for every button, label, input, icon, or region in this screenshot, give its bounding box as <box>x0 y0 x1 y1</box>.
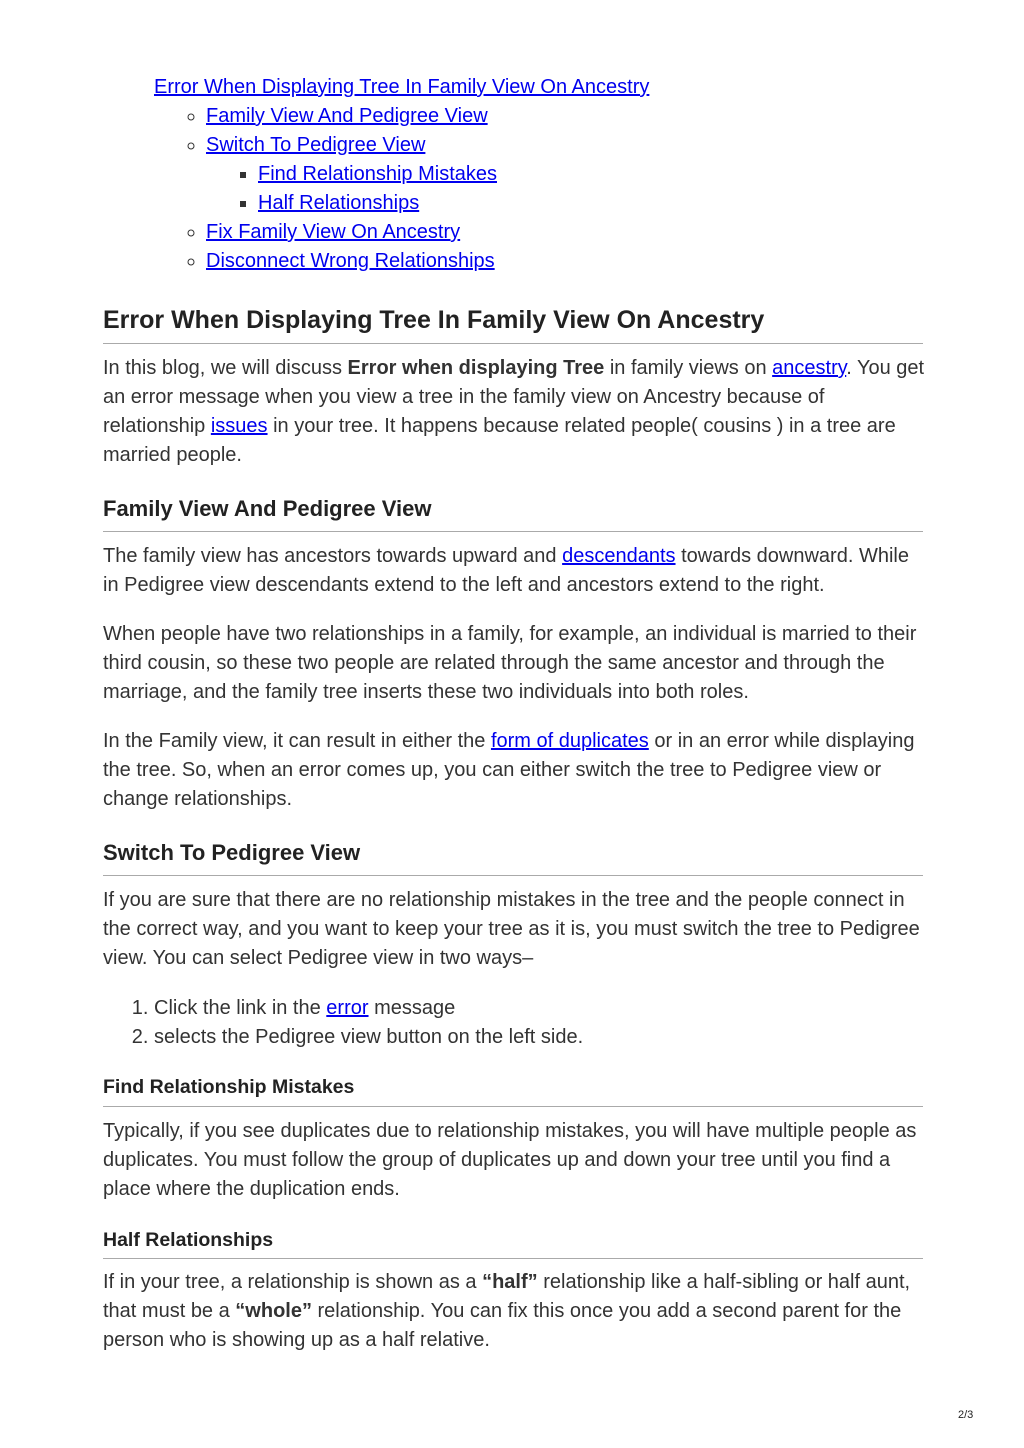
text: In the Family view, it can result in either the <box>103 730 491 752</box>
text: The family view has ancestors towards upward and <box>103 545 563 567</box>
text: in family views on <box>604 357 773 379</box>
paragraph <box>103 542 928 600</box>
toc-link-disconnect[interactable]: Disconnect Wrong Relationships <box>206 250 495 272</box>
heading-divider <box>103 875 923 876</box>
subheading-switch-pedigree: Switch To Pedigree View <box>103 840 361 865</box>
descendants-link[interactable]: descendants <box>562 545 676 567</box>
heading-divider <box>103 531 923 532</box>
paragraph <box>103 727 928 814</box>
paragraph: When people have two relationships in a family, for example, an individual is married to their third cousin, so these two people are related through the same ancestor and through the marriage, and the family tree inserts these two individuals into both roles. <box>103 623 917 703</box>
bold-text: “half” <box>482 1271 538 1293</box>
text: relationship like a half-sibling or half aunt, that must be a <box>103 1271 911 1322</box>
heading-divider <box>103 1258 923 1259</box>
table-of-contents <box>154 73 649 276</box>
paragraph: Typically, if you see duplicates due to relationship mistakes, you will have multiple people as duplicates. You must follow the group of duplicates up and down your tree until you find a place where the duplication ends. <box>103 1120 917 1200</box>
paragraph: If you are sure that there are no relationship mistakes in the tree and the people connect in the correct way, and you want to keep your tree as it is, you must switch the tree to Pedigree view. You can select Pedigree view in two ways– <box>103 889 920 969</box>
page-number: 2/3 <box>958 1409 974 1421</box>
heading-divider <box>103 1106 923 1107</box>
bold-text: “whole” <box>235 1300 312 1322</box>
step-item: 2. selects the Pedigree view button on the left side. <box>154 1023 979 1052</box>
toc-link-error-when-displaying[interactable]: Error When Displaying Tree In Family View On Ancestry <box>154 76 650 98</box>
form-of-duplicates-link[interactable]: form of duplicates <box>490 730 649 752</box>
text: Click the link in the <box>154 997 327 1019</box>
toc-link-family-view[interactable]: Family View And Pedigree View <box>206 105 488 127</box>
text: towards downward. While in Pedigree view descendants extend to the left and ancestors extend to the right. <box>103 545 909 596</box>
text: in your tree. It happens because related people( cousins ) in a tree are married people. <box>103 415 896 466</box>
toc-link-fix-family-view[interactable]: Fix Family View On Ancestry <box>206 221 461 243</box>
toc-link-find-mistakes[interactable]: Find Relationship Mistakes <box>258 163 497 185</box>
text: or in an error while displaying the tree. So, when an error comes up, you can either switch the tree to Pedigree view or change relationships. <box>103 730 915 810</box>
ancestry-link[interactable]: ancestry <box>772 357 847 379</box>
step-item <box>154 994 979 1023</box>
subheading-find-mistakes: Find Relationship Mistakes <box>103 1076 355 1098</box>
error-link[interactable]: error <box>326 997 369 1019</box>
steps-list <box>103 994 979 1052</box>
section-heading: Error When Displaying Tree In Family View On Ancestry <box>103 306 765 334</box>
bold-text: Error when displaying Tree <box>347 357 605 379</box>
text: relationship. You can fix this once you add a second parent for the person who is showing up as a half relative. <box>103 1300 902 1351</box>
toc-link-half-relationships[interactable]: Half Relationships <box>258 192 420 214</box>
text: If in your tree, a relationship is shown as a <box>103 1271 483 1293</box>
subheading-half-relationships: Half Relationships <box>103 1229 274 1251</box>
text: message <box>368 997 456 1019</box>
text: In this blog, we will discuss <box>103 357 348 379</box>
subheading-family-view: Family View And Pedigree View <box>103 496 432 521</box>
paragraph <box>103 1268 928 1355</box>
issues-link[interactable]: issues <box>210 415 268 437</box>
toc-link-switch-pedigree[interactable]: Switch To Pedigree View <box>206 134 426 156</box>
text: . You get an error message when you view a tree in the family view on Ancestry because of relationship <box>103 357 925 437</box>
heading-divider <box>103 343 923 344</box>
intro-paragraph <box>103 354 928 470</box>
